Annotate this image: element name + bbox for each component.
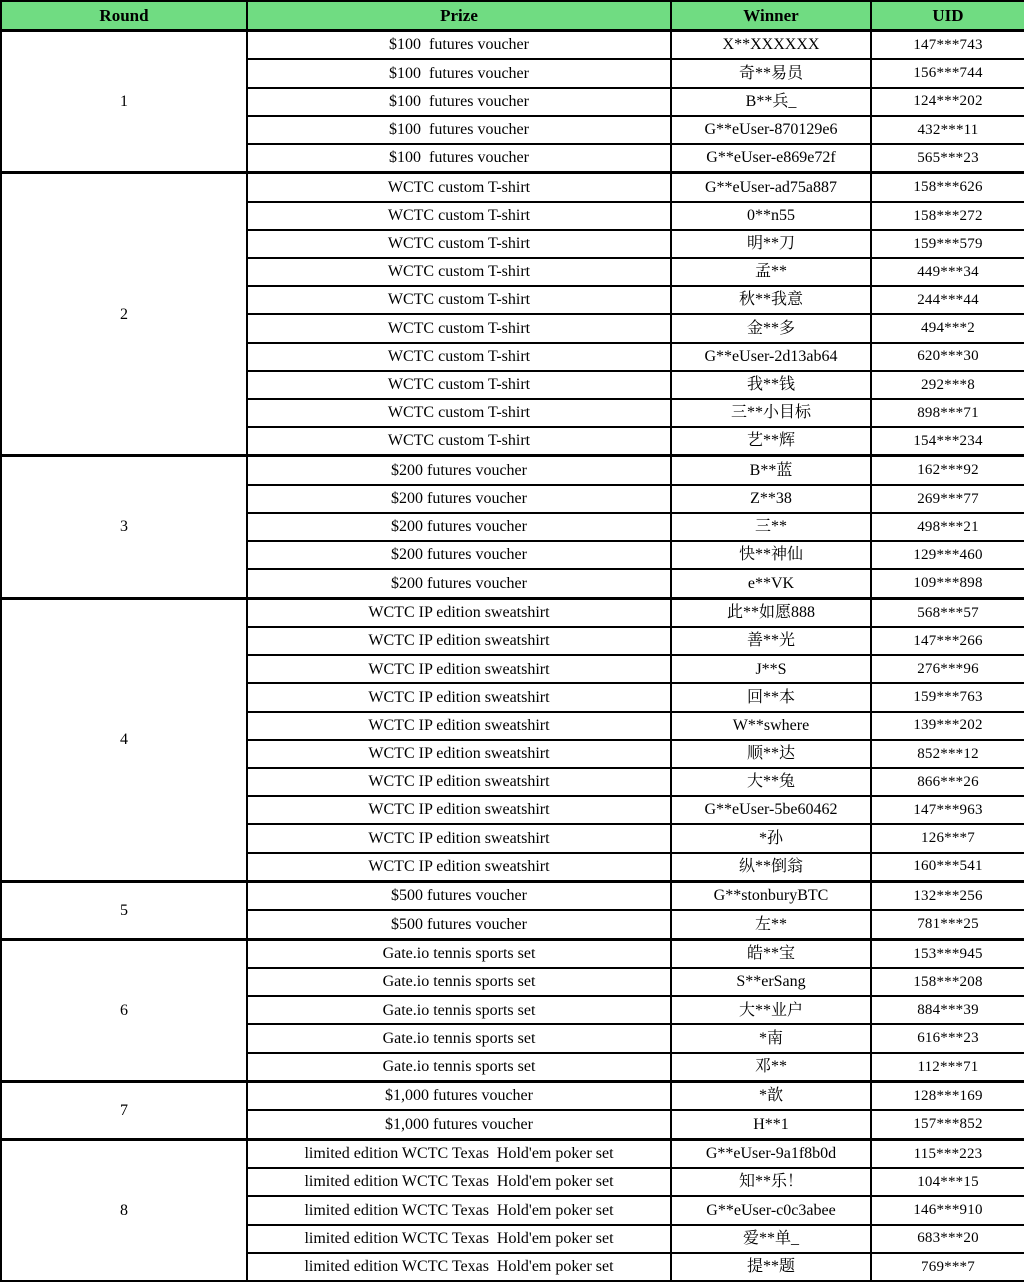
prize-cell: Gate.io tennis sports set bbox=[247, 1024, 671, 1052]
winner-cell: G**eUser-9a1f8b0d bbox=[671, 1139, 871, 1168]
uid-cell: 498***21 bbox=[871, 513, 1024, 541]
uid-cell: 616***23 bbox=[871, 1024, 1024, 1052]
prize-cell: WCTC IP edition sweatshirt bbox=[247, 824, 671, 852]
prize-cell: WCTC custom T-shirt bbox=[247, 202, 671, 230]
uid-cell: 449***34 bbox=[871, 258, 1024, 286]
prize-cell: WCTC IP edition sweatshirt bbox=[247, 768, 671, 796]
winner-cell: 大**业户 bbox=[671, 996, 871, 1024]
prize-cell: $100 futures voucher bbox=[247, 59, 671, 87]
prize-cell: Gate.io tennis sports set bbox=[247, 996, 671, 1024]
winner-cell: W**swhere bbox=[671, 712, 871, 740]
winner-cell: G**eUser-5be60462 bbox=[671, 796, 871, 824]
winner-cell: *南 bbox=[671, 1024, 871, 1052]
uid-cell: 115***223 bbox=[871, 1139, 1024, 1168]
uid-cell: 124***202 bbox=[871, 88, 1024, 116]
uid-cell: 769***7 bbox=[871, 1253, 1024, 1281]
uid-cell: 146***910 bbox=[871, 1196, 1024, 1224]
uid-cell: 432***11 bbox=[871, 116, 1024, 144]
winner-cell: 金**多 bbox=[671, 314, 871, 342]
table-row bbox=[1, 31, 1024, 60]
uid-cell: 154***234 bbox=[871, 427, 1024, 456]
uid-cell: 158***208 bbox=[871, 968, 1024, 996]
winner-cell: J**S bbox=[671, 655, 871, 683]
prize-cell: $100 futures voucher bbox=[247, 31, 671, 60]
winner-cell: 奇**易员 bbox=[671, 59, 871, 87]
prize-cell: WCTC IP edition sweatshirt bbox=[247, 853, 671, 882]
uid-cell: 866***26 bbox=[871, 768, 1024, 796]
uid-cell: 132***256 bbox=[871, 881, 1024, 910]
prize-cell: WCTC custom T-shirt bbox=[247, 343, 671, 371]
uid-cell: 292***8 bbox=[871, 371, 1024, 399]
round-cell: 5 bbox=[1, 881, 247, 939]
table-row bbox=[1, 173, 1024, 202]
round-cell: 6 bbox=[1, 939, 247, 1081]
prize-cell: WCTC custom T-shirt bbox=[247, 230, 671, 258]
header-uid: UID bbox=[871, 1, 1024, 31]
prize-cell: WCTC IP edition sweatshirt bbox=[247, 655, 671, 683]
winner-cell: 善**光 bbox=[671, 627, 871, 655]
prize-cell: WCTC IP edition sweatshirt bbox=[247, 627, 671, 655]
header-prize: Prize bbox=[247, 1, 671, 31]
uid-cell: 159***579 bbox=[871, 230, 1024, 258]
winner-cell: 明**刀 bbox=[671, 230, 871, 258]
prize-cell: WCTC IP edition sweatshirt bbox=[247, 796, 671, 824]
winner-cell: G**eUser-e869e72f bbox=[671, 144, 871, 173]
uid-cell: 565***23 bbox=[871, 144, 1024, 173]
table-body bbox=[1, 31, 1024, 1282]
uid-cell: 147***963 bbox=[871, 796, 1024, 824]
prize-cell: $200 futures voucher bbox=[247, 485, 671, 513]
table-row bbox=[1, 598, 1024, 627]
uid-cell: 158***626 bbox=[871, 173, 1024, 202]
winner-cell: 左** bbox=[671, 910, 871, 939]
uid-cell: 147***743 bbox=[871, 31, 1024, 60]
table-row bbox=[1, 456, 1024, 485]
round-cell: 4 bbox=[1, 598, 247, 881]
uid-cell: 158***272 bbox=[871, 202, 1024, 230]
winner-cell: 大**兔 bbox=[671, 768, 871, 796]
uid-cell: 160***541 bbox=[871, 853, 1024, 882]
uid-cell: 781***25 bbox=[871, 910, 1024, 939]
header-row bbox=[1, 1, 1024, 31]
round-cell: 2 bbox=[1, 173, 247, 456]
uid-cell: 159***763 bbox=[871, 683, 1024, 711]
prize-cell: Gate.io tennis sports set bbox=[247, 1053, 671, 1082]
winner-cell: 纵**倒翁 bbox=[671, 853, 871, 882]
winner-cell: 爱**单_ bbox=[671, 1225, 871, 1253]
round-cell: 8 bbox=[1, 1139, 247, 1281]
uid-cell: 683***20 bbox=[871, 1225, 1024, 1253]
winner-cell: 此**如愿888 bbox=[671, 598, 871, 627]
uid-cell: 139***202 bbox=[871, 712, 1024, 740]
uid-cell: 129***460 bbox=[871, 541, 1024, 569]
winner-cell: 三**小目标 bbox=[671, 399, 871, 427]
winner-cell: S**erSang bbox=[671, 968, 871, 996]
uid-cell: 276***96 bbox=[871, 655, 1024, 683]
uid-cell: 852***12 bbox=[871, 740, 1024, 768]
prize-cell: WCTC custom T-shirt bbox=[247, 399, 671, 427]
prize-cell: limited edition WCTC Texas Hold'em poker set bbox=[247, 1225, 671, 1253]
round-cell: 3 bbox=[1, 456, 247, 598]
winner-cell: 回**本 bbox=[671, 683, 871, 711]
prize-cell: WCTC IP edition sweatshirt bbox=[247, 683, 671, 711]
header-round: Round bbox=[1, 1, 247, 31]
uid-cell: 153***945 bbox=[871, 939, 1024, 968]
prize-cell: $200 futures voucher bbox=[247, 513, 671, 541]
prize-cell: $1,000 futures voucher bbox=[247, 1110, 671, 1139]
uid-cell: 156***744 bbox=[871, 59, 1024, 87]
winner-cell: *孙 bbox=[671, 824, 871, 852]
winner-cell: 皓**宝 bbox=[671, 939, 871, 968]
uid-cell: 884***39 bbox=[871, 996, 1024, 1024]
uid-cell: 126***7 bbox=[871, 824, 1024, 852]
winner-cell: 提**题 bbox=[671, 1253, 871, 1281]
prize-cell: limited edition WCTC Texas Hold'em poker set bbox=[247, 1196, 671, 1224]
table-row bbox=[1, 1139, 1024, 1168]
winner-cell: H**1 bbox=[671, 1110, 871, 1139]
uid-cell: 568***57 bbox=[871, 598, 1024, 627]
prize-cell: WCTC IP edition sweatshirt bbox=[247, 712, 671, 740]
prize-cell: WCTC custom T-shirt bbox=[247, 427, 671, 456]
uid-cell: 898***71 bbox=[871, 399, 1024, 427]
round-cell: 7 bbox=[1, 1081, 247, 1139]
prize-cell: $200 futures voucher bbox=[247, 456, 671, 485]
prize-cell: limited edition WCTC Texas Hold'em poker set bbox=[247, 1139, 671, 1168]
prize-cell: $100 futures voucher bbox=[247, 144, 671, 173]
winner-cell: Z**38 bbox=[671, 485, 871, 513]
winner-cell: 我**钱 bbox=[671, 371, 871, 399]
winner-cell: 顺**达 bbox=[671, 740, 871, 768]
uid-cell: 620***30 bbox=[871, 343, 1024, 371]
prize-cell: $500 futures voucher bbox=[247, 910, 671, 939]
winner-cell: 孟** bbox=[671, 258, 871, 286]
prize-cell: WCTC custom T-shirt bbox=[247, 258, 671, 286]
prize-cell: $100 futures voucher bbox=[247, 88, 671, 116]
winner-cell: G**eUser-2d13ab64 bbox=[671, 343, 871, 371]
prize-cell: $200 futures voucher bbox=[247, 569, 671, 598]
prize-cell: limited edition WCTC Texas Hold'em poker set bbox=[247, 1253, 671, 1281]
uid-cell: 162***92 bbox=[871, 456, 1024, 485]
prize-cell: Gate.io tennis sports set bbox=[247, 968, 671, 996]
prize-cell: WCTC custom T-shirt bbox=[247, 173, 671, 202]
uid-cell: 128***169 bbox=[871, 1081, 1024, 1110]
table-row bbox=[1, 939, 1024, 968]
winner-cell: 快**神仙 bbox=[671, 541, 871, 569]
prize-cell: WCTC custom T-shirt bbox=[247, 314, 671, 342]
table-row bbox=[1, 881, 1024, 910]
prize-cell: $100 futures voucher bbox=[247, 116, 671, 144]
uid-cell: 112***71 bbox=[871, 1053, 1024, 1082]
table-header bbox=[1, 1, 1024, 31]
uid-cell: 104***15 bbox=[871, 1168, 1024, 1196]
winner-cell: X**XXXXXX bbox=[671, 31, 871, 60]
winner-cell: e**VK bbox=[671, 569, 871, 598]
winner-cell: G**stonburyBTC bbox=[671, 881, 871, 910]
winner-cell: 0**n55 bbox=[671, 202, 871, 230]
winner-cell: *歆 bbox=[671, 1081, 871, 1110]
winner-cell: B**蓝 bbox=[671, 456, 871, 485]
winner-cell: G**eUser-c0c3abee bbox=[671, 1196, 871, 1224]
winner-cell: 秋**我意 bbox=[671, 286, 871, 314]
uid-cell: 147***266 bbox=[871, 627, 1024, 655]
uid-cell: 109***898 bbox=[871, 569, 1024, 598]
uid-cell: 269***77 bbox=[871, 485, 1024, 513]
prize-cell: Gate.io tennis sports set bbox=[247, 939, 671, 968]
prize-cell: WCTC custom T-shirt bbox=[247, 371, 671, 399]
header-winner: Winner bbox=[671, 1, 871, 31]
round-cell: 1 bbox=[1, 31, 247, 173]
winner-cell: 邓** bbox=[671, 1053, 871, 1082]
winner-cell: B**兵_ bbox=[671, 88, 871, 116]
prize-cell: WCTC IP edition sweatshirt bbox=[247, 740, 671, 768]
prize-cell: limited edition WCTC Texas Hold'em poker set bbox=[247, 1168, 671, 1196]
prize-cell: WCTC IP edition sweatshirt bbox=[247, 598, 671, 627]
uid-cell: 244***44 bbox=[871, 286, 1024, 314]
prize-cell: $1,000 futures voucher bbox=[247, 1081, 671, 1110]
winner-cell: G**eUser-870129e6 bbox=[671, 116, 871, 144]
winner-cell: G**eUser-ad75a887 bbox=[671, 173, 871, 202]
prize-cell: $200 futures voucher bbox=[247, 541, 671, 569]
winner-cell: 三** bbox=[671, 513, 871, 541]
winner-cell: 艺**辉 bbox=[671, 427, 871, 456]
prize-cell: WCTC custom T-shirt bbox=[247, 286, 671, 314]
uid-cell: 494***2 bbox=[871, 314, 1024, 342]
prize-cell: $500 futures voucher bbox=[247, 881, 671, 910]
winner-cell: 知**乐！ bbox=[671, 1168, 871, 1196]
uid-cell: 157***852 bbox=[871, 1110, 1024, 1139]
table-row bbox=[1, 1081, 1024, 1110]
